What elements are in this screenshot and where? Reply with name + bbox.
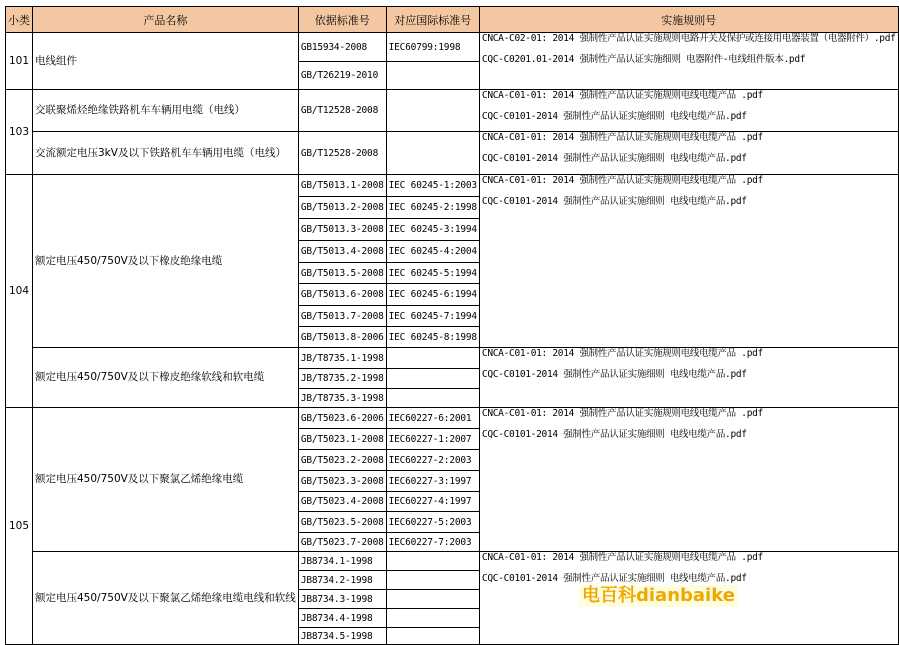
international-standard-cell: IEC 60245-7:1994 (386, 306, 479, 327)
implementation-rules-cell (479, 348, 898, 408)
rule-document-link[interactable]: CNCA-C02-01: 2014 强制性产品认证实施规则电路开关及保护或连接用电器装置（电器附件）.pdf (481, 33, 896, 44)
rule-document-link[interactable]: CQC-C0101-2014 强制性产品认证实施细则 电线电缆产品.pdf (481, 573, 747, 584)
international-standard-cell (386, 552, 479, 571)
implementation-rules-cell (479, 132, 898, 175)
international-standard-cell (386, 590, 479, 609)
standard-number-cell: JB/T8735.1-1998 (298, 348, 386, 369)
rule-document-link[interactable]: CNCA-C01-01: 2014 强制性产品认证实施规则电线电缆产品 .pdf (481, 348, 763, 359)
rule-document-link[interactable]: CNCA-C01-01: 2014 强制性产品认证实施规则电线电缆产品 .pdf (481, 132, 763, 143)
standard-number-cell: GB/T5023.2-2008 (298, 450, 386, 471)
header-standard-number: 依据标准号 (298, 7, 386, 33)
rule-document-link[interactable]: CQC-C0101-2014 强制性产品认证实施细则 电线电缆产品.pdf (481, 369, 747, 380)
header-subclass: 小类 (6, 7, 33, 33)
standard-number-cell: GB/T5023.3-2008 (298, 471, 386, 492)
product-name-cell: 额定电压450/750V及以下橡皮绝缘电缆 (33, 175, 299, 348)
rule-document-link[interactable]: CQC-C0101-2014 强制性产品认证实施细则 电线电缆产品.pdf (481, 429, 747, 440)
header-implementation-rules: 实施规则号 (479, 7, 898, 33)
international-standard-cell: IEC 60245-4:2004 (386, 241, 479, 263)
subclass-cell: 101 (6, 33, 33, 90)
international-standard-cell (386, 132, 479, 175)
standard-number-cell: GB/T5023.1-2008 (298, 429, 386, 450)
table-row (6, 132, 899, 175)
international-standard-cell: IEC 60245-6:1994 (386, 284, 479, 306)
standard-number-cell: GB/T5013.4-2008 (298, 241, 386, 263)
implementation-rules-cell (479, 175, 898, 348)
table-row (6, 552, 899, 571)
subclass-cell: 104 (6, 175, 33, 408)
subclass-cell: 105 (6, 408, 33, 645)
subclass-cell: 103 (6, 90, 33, 175)
table-row (6, 408, 899, 429)
product-name-cell: 额定电压450/750V及以下聚氯乙烯绝缘电缆电线和软线 (33, 552, 299, 645)
table-row (6, 33, 899, 62)
standard-number-cell: GB/T12528-2008 (298, 132, 386, 175)
international-standard-cell: IEC 60245-2:1998 (386, 197, 479, 219)
international-standard-cell (386, 348, 479, 369)
standard-number-cell: JB8734.2-1998 (298, 571, 386, 590)
international-standard-cell: IEC 60245-5:1994 (386, 263, 479, 284)
standard-number-cell: GB/T5013.3-2008 (298, 219, 386, 241)
international-standard-cell: IEC60799:1998 (386, 33, 479, 62)
rule-document-link[interactable]: CNCA-C01-01: 2014 强制性产品认证实施规则电线电缆产品 .pdf (481, 90, 763, 101)
product-name-cell: 额定电压450/750V及以下聚氯乙烯绝缘电缆 (33, 408, 299, 552)
table-body (6, 33, 899, 645)
header-international-standard: 对应国际标准号 (386, 7, 479, 33)
header-product-name: 产品名称 (33, 7, 299, 33)
standard-number-cell: GB/T26219-2010 (298, 62, 386, 90)
standard-number-cell: GB/T5023.7-2008 (298, 533, 386, 552)
implementation-rules-cell (479, 408, 898, 552)
standard-number-cell: JB/T8735.3-1998 (298, 389, 386, 408)
rule-document-link[interactable]: CQC-C0101-2014 强制性产品认证实施细则 电线电缆产品.pdf (481, 153, 747, 164)
implementation-rules-cell (479, 33, 898, 90)
rule-document-link[interactable]: CNCA-C01-01: 2014 强制性产品认证实施规则电线电缆产品 .pdf (481, 408, 763, 419)
rule-document-link[interactable]: CQC-C0101-2014 强制性产品认证实施细则 电线电缆产品.pdf (481, 196, 747, 207)
standard-number-cell: GB/T5013.6-2008 (298, 284, 386, 306)
international-standard-cell: IEC60227-5:2003 (386, 512, 479, 533)
product-name-cell: 电线组件 (33, 33, 299, 90)
international-standard-cell: IEC 60245-8:1998 (386, 327, 479, 348)
international-standard-cell: IEC60227-4:1997 (386, 492, 479, 512)
table-row (6, 90, 899, 132)
international-standard-cell: IEC60227-3:1997 (386, 471, 479, 492)
international-standard-cell (386, 571, 479, 590)
product-name-cell: 交流额定电压3kV及以下铁路机车车辆用电缆（电线） (33, 132, 299, 175)
international-standard-cell (386, 609, 479, 628)
standard-number-cell: JB8734.4-1998 (298, 609, 386, 628)
standard-number-cell: GB/T5023.4-2008 (298, 492, 386, 512)
international-standard-cell (386, 90, 479, 132)
table-row (6, 348, 899, 369)
standards-table (5, 6, 899, 645)
standard-number-cell: GB/T5023.6-2006 (298, 408, 386, 429)
international-standard-cell: IEC60227-1:2007 (386, 429, 479, 450)
international-standard-cell (386, 62, 479, 90)
standard-number-cell: GB/T12528-2008 (298, 90, 386, 132)
international-standard-cell: IEC 60245-1:2003 (386, 175, 479, 197)
product-name-cell: 交联聚烯烃绝缘铁路机车车辆用电缆（电线） (33, 90, 299, 132)
international-standard-cell (386, 389, 479, 408)
international-standard-cell: IEC 60245-3:1994 (386, 219, 479, 241)
product-name-cell: 额定电压450/750V及以下橡皮绝缘软线和软电缆 (33, 348, 299, 408)
standard-number-cell: JB8734.3-1998 (298, 590, 386, 609)
standard-number-cell: JB8734.5-1998 (298, 628, 386, 645)
international-standard-cell (386, 369, 479, 389)
rule-document-link[interactable]: CNCA-C01-01: 2014 强制性产品认证实施规则电线电缆产品 .pdf (481, 175, 763, 186)
rule-document-link[interactable]: CNCA-C01-01: 2014 强制性产品认证实施规则电线电缆产品 .pdf (481, 552, 763, 563)
rule-document-link[interactable]: CQC-C0201.01-2014 强制性产品认证实施细则 电器附件-电线组件版本.pdf (481, 54, 806, 65)
international-standard-cell: IEC60227-6:2001 (386, 408, 479, 429)
standard-number-cell: GB/T5013.7-2008 (298, 306, 386, 327)
standard-number-cell: GB/T5013.5-2008 (298, 263, 386, 284)
international-standard-cell: IEC60227-2:2003 (386, 450, 479, 471)
standard-number-cell: GB/T5013.1-2008 (298, 175, 386, 197)
rule-document-link[interactable]: CQC-C0101-2014 强制性产品认证实施细则 电线电缆产品.pdf (481, 111, 747, 122)
standard-number-cell: GB/T5013.8-2006 (298, 327, 386, 348)
standard-number-cell: JB/T8735.2-1998 (298, 369, 386, 389)
international-standard-cell (386, 628, 479, 645)
header-row (6, 7, 899, 33)
standard-number-cell: JB8734.1-1998 (298, 552, 386, 571)
standard-number-cell: GB/T5013.2-2008 (298, 197, 386, 219)
implementation-rules-cell (479, 90, 898, 132)
table-row (6, 175, 899, 197)
watermark-logo: 电百科dianbaike (579, 585, 738, 607)
international-standard-cell: IEC60227-7:2003 (386, 533, 479, 552)
standard-number-cell: GB/T5023.5-2008 (298, 512, 386, 533)
standard-number-cell: GB15934-2008 (298, 33, 386, 62)
